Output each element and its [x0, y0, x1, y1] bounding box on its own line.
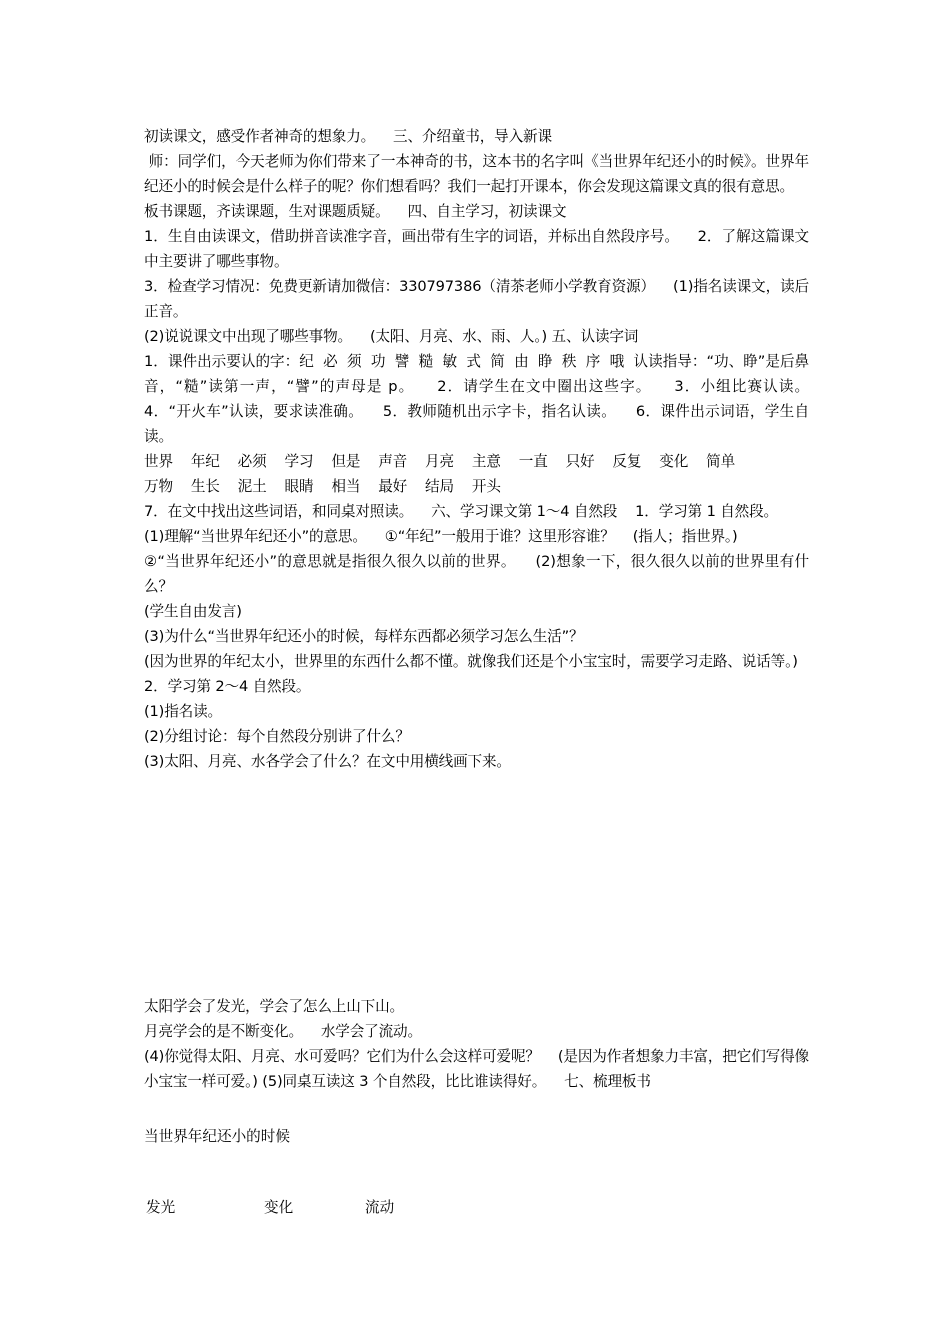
board-words [146, 1195, 546, 1220]
paragraph: (3)太阳、月亮、水各学会了什么？在文中用横线画下来。 [144, 753, 511, 770]
paragraph: 2．学习第 2～4 自然段。 [144, 678, 311, 695]
lesson-text-lower [144, 994, 809, 1094]
paragraph: 初读课文，感受作者神奇的想象力。 三、介绍童书，导入新课 [144, 128, 552, 145]
lesson-text-upper [144, 124, 827, 774]
board-title: 当世界年纪还小的时候 [144, 1128, 290, 1145]
paragraph: (因为世界的年纪太小，世界里的东西什么都不懂。就像我们还是个小宝宝时，需要学习走路、说话等。) [144, 653, 798, 670]
paragraph: (2)说说课文中出现了哪些事物。 (太阳、月亮、水、雨、人。) 五、认读字词 [144, 328, 639, 345]
paragraph: (4)你觉得太阳、月亮、水可爱吗？它们为什么会这样可爱呢？ (是因为作者想象力丰富，把它们写得像小宝宝一样可爱。) (5)同桌互读这 3 个自然段，比比谁读得好。 七、梳理板书 [144, 1048, 809, 1090]
paragraph: (3)为什么“当世界年纪还小的时候，每样东西都必须学习怎么生活”？ [144, 628, 584, 645]
paragraph: 3．检查学习情况：免费更新请加微信：330797386（清茶老师小学教育资源） (1)指名读课文，读后正音。 [144, 278, 809, 320]
board-word: 流动 [365, 1199, 395, 1216]
board-word: 变化 [264, 1199, 294, 1216]
paragraph: 7．在文中找出这些词语，和同桌对照读。 六、学习课文第 1～4 自然段 1．学习第 1 自然段。 [144, 503, 778, 520]
paragraph: 板书课题，齐读课题，生对课题质疑。 四、自主学习，初读课文 [144, 203, 567, 220]
paragraph: 1．生自由读课文，借助拼音读准字音，画出带有生字的词语，并标出自然段序号。 2．了解这篇课文中主要讲了哪些事物。 [144, 228, 809, 270]
paragraph: 1．课件出示要认的字：纪 必 须 功 譬 糙 敏 式 简 由 睁 秩 序 哦 认读指导：“功、睁”是后鼻音，“糙”读第一声，“譬”的声母是 p。 2．请学生在文中圈出这些字。 3．小组比赛认读。 4．“开火车”认读，要求读准确。 5．教师随机出示字卡，指名认读。 6．课件出示词语，学生自读。 [144, 353, 827, 445]
paragraph: 太阳学会了发光，学会了怎么上山下山。 [144, 998, 404, 1015]
board-word: 发光 [146, 1199, 176, 1216]
paragraph: ②“当世界年纪还小”的意思就是指很久很久以前的世界。 (2)想象一下，很久很久以前的世界里有什么？ [144, 553, 809, 595]
vocabulary-line: 世界 年纪 必须 学习 但是 声音 月亮 主意 一直 只好 反复 变化 简单 [144, 453, 736, 470]
paragraph: (1)理解“当世界年纪还小”的意思。 ①“年纪”一般用于谁？这里形容谁？ (指人；指世界。) [144, 528, 738, 545]
paragraph: (2)分组讨论：每个自然段分别讲了什么？ [144, 728, 410, 745]
paragraph: 师：同学们，今天老师为你们带来了一本神奇的书，这本书的名字叫《当世界年纪还小的时候》。世界年纪还小的时候会是什么样子的呢？你们想看吗？我们一起打开课本，你会发现这篇课文真的很有意思。 [144, 153, 809, 195]
paragraph: (1)指名读。 [144, 703, 222, 720]
paragraph: 月亮学会的是不断变化。 水学会了流动。 [144, 1023, 422, 1040]
vocabulary-line: 万物 生长 泥土 眼睛 相当 最好 结局 开头 [144, 478, 501, 495]
paragraph: (学生自由发言) [144, 603, 242, 620]
